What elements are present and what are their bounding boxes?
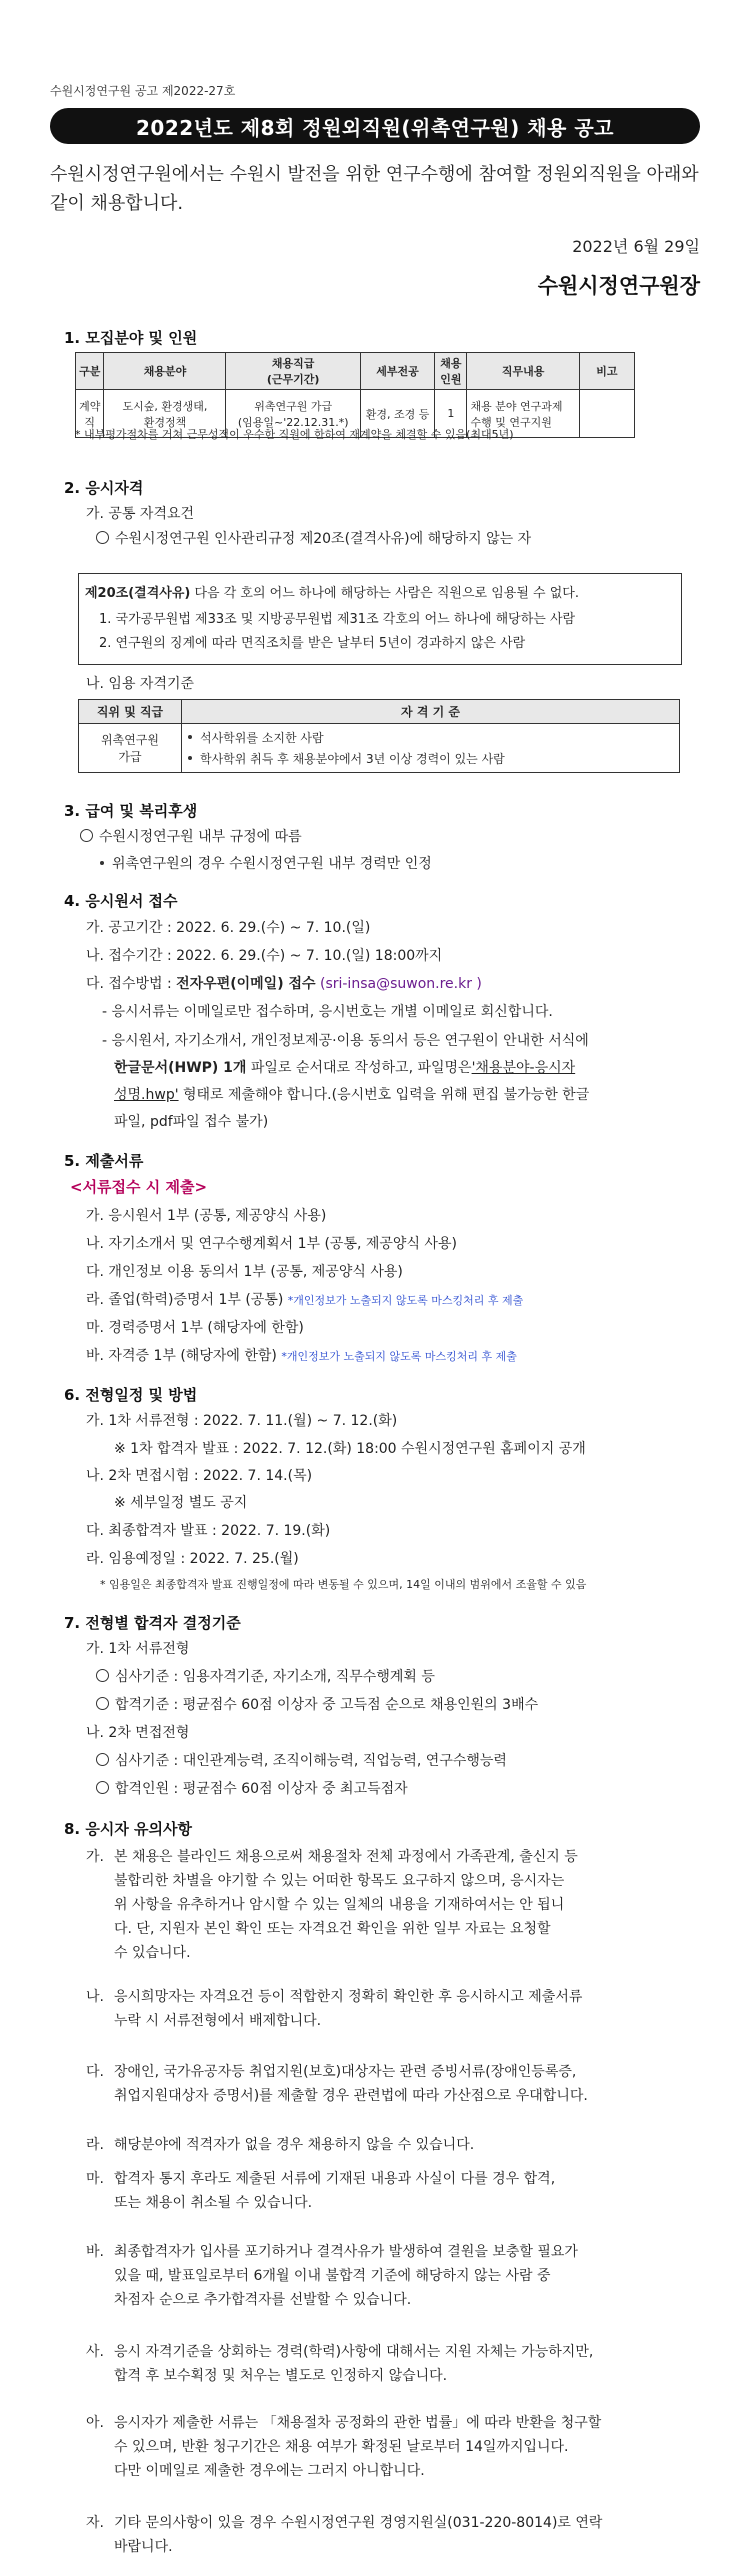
method-label: 다. 접수방법 : xyxy=(86,976,177,992)
circle-bullet-icon xyxy=(96,1669,109,1682)
document-text: 바. 자격증 1부 (해당자에 한함) xyxy=(86,1348,277,1364)
table-header-row xyxy=(79,700,680,724)
schedule-item: 나. 2차 면접시험 : 2022. 7. 14.(목) xyxy=(86,1468,313,1484)
criteria-stage: 나. 2차 면접전형 xyxy=(86,1725,190,1741)
note-line: 본 채용은 블라인드 채용으로써 채용절차 전체 과정에서 가족관계, 출신지 등 xyxy=(114,1849,578,1865)
note-line: 차점자 순으로 추가합격자를 선발할 수 있습니다. xyxy=(114,2292,412,2308)
criteria-text: 합격기준 : 평균점수 60점 이상자 중 고득점 순으로 채용인원의 3배수 xyxy=(115,1697,539,1713)
note-line: 기타 문의사항이 있을 경우 수원시정연구원 경영지원실(031-220-8014)로 연락 xyxy=(114,2515,603,2531)
disqualification-item: 1. 국가공무원법 제33조 및 지방공무원법 제31조 각호의 어느 하나에 해당하는 사람 xyxy=(99,612,576,627)
criteria-text: 합격인원 : 평균점수 60점 이상자 중 최고득점자 xyxy=(115,1781,408,1797)
table-header xyxy=(104,353,226,390)
note-label: 다. xyxy=(86,2064,104,2080)
list-item xyxy=(188,748,673,769)
table-header: 직위 및 직급 xyxy=(79,700,182,724)
note-label: 사. xyxy=(86,2344,104,2360)
table-cell: 위촉연구원 가급 xyxy=(79,724,182,773)
note-label: 나. xyxy=(86,1989,104,2005)
section-1-heading: 1. 모집분야 및 인원 xyxy=(64,329,198,347)
salary-sub-text: 위촉연구원의 경우 수원시정연구원 내부 경력만 인정 xyxy=(112,856,432,872)
circle-bullet-icon xyxy=(80,829,93,842)
notice-period: 가. 공고기간 : 2022. 6. 29.(수) ~ 7. 10.(일) xyxy=(86,920,371,936)
table-cell: 계약직 xyxy=(76,390,104,438)
note-label: 라. xyxy=(86,2137,104,2153)
common-requirement-item xyxy=(96,528,531,548)
bullet-icon xyxy=(188,756,192,760)
method-line-2: - 응시원서, 자기소개서, 개인정보제공·이용 동의서 등은 연구원이 안내한 서식에 xyxy=(102,1033,589,1049)
note-line: 있을 때, 발표일로부터 6개월 이내 불합격 기준에 해당하지 않는 사람 중 xyxy=(114,2268,551,2284)
circle-bullet-icon xyxy=(96,1697,109,1710)
note-line: 불합리한 차별을 야기할 수 있는 어떠한 항목도 요구하지 않으며, 응시자는 xyxy=(114,1873,565,1889)
disqualification-text: 다음 각 호의 어느 하나에 해당하는 사람은 직원으로 임용될 수 없다. xyxy=(190,586,579,601)
criteria-item xyxy=(96,1750,507,1770)
document-item: 마. 경력증명서 1부 (해당자에 한함) xyxy=(86,1320,304,1336)
note-line: 수 있습니다. xyxy=(114,1945,191,1961)
masking-note: *개인정보가 노출되지 않도록 마스킹처리 후 제출 xyxy=(281,1350,517,1363)
criteria-text: 석사학위를 소지한 사람 xyxy=(200,731,324,745)
circle-bullet-icon xyxy=(96,1781,109,1794)
filename-format: '채용분야-응시자 xyxy=(471,1060,576,1076)
table-header xyxy=(467,353,579,390)
document-text: 라. 졸업(학력)증명서 1부 (공통) xyxy=(86,1292,284,1308)
note-line: 합격 후 보수획정 및 처우는 별도로 인정하지 않습니다. xyxy=(114,2368,448,2384)
circle-bullet-icon xyxy=(96,531,109,544)
document-item xyxy=(86,1345,517,1365)
note-line: 바랍니다. xyxy=(114,2539,173,2555)
header-cell: 채용직급 (근무기간) xyxy=(266,357,320,386)
schedule-footnote: * 임용일은 최종합격자 발표 진행일정에 따라 변동될 수 있으며, 14일 이내의 범위에서 조율할 수 있음 xyxy=(100,1578,587,1591)
disqualification-intro xyxy=(85,582,579,601)
section-2-heading: 2. 응시자격 xyxy=(64,479,144,497)
note-line: 다만 이메일로 제출한 경우에는 그러지 아니합니다. xyxy=(114,2463,425,2479)
email-address[interactable]: (sri-insa@suwon.re.kr ) xyxy=(315,976,482,992)
table-cell xyxy=(579,390,634,438)
submit-subheading: <서류접수 시 제출> xyxy=(70,1178,208,1196)
method-line-3 xyxy=(114,1057,575,1077)
disqualification-title: 제20조(결격사유) xyxy=(85,586,191,601)
note-line: 누락 시 서류전형에서 배제합니다. xyxy=(114,2013,322,2029)
header-cell: 채용인원 xyxy=(440,357,462,386)
document-item: 다. 개인정보 이용 동의서 1부 (공통, 제공양식 사용) xyxy=(86,1264,403,1280)
criteria-text: 심사기준 : 대인관계능력, 조직이해능력, 직업능력, 연구수행능력 xyxy=(115,1753,507,1769)
circle-bullet-icon xyxy=(96,1753,109,1766)
note-line: 응시희망자는 자격요건 등이 적합한지 정확히 확인한 후 응시하시고 제출서류 xyxy=(114,1989,583,2005)
section-5-heading: 5. 제출서류 xyxy=(64,1152,144,1170)
note-line: 최종합격자가 입사를 포기하거나 결격사유가 발생하여 결원을 보충할 필요가 xyxy=(114,2244,578,2260)
criteria-text: 학사학위 취득 후 채용분야에서 3년 이상 경력이 있는 사람 xyxy=(200,752,505,766)
section-8-heading: 8. 응시자 유의사항 xyxy=(64,1820,193,1838)
page-title: 2022년도 제8회 정원외직원(위촉연구원) 채용 공고 xyxy=(50,108,700,144)
table-header xyxy=(226,353,360,390)
bullet-icon xyxy=(188,735,192,739)
salary-item xyxy=(80,826,302,846)
header-cell: 직무내용 xyxy=(501,365,545,378)
table-cell: 채용 분야 연구과제 수행 및 연구지원 xyxy=(467,390,579,438)
criteria-item xyxy=(96,1666,435,1686)
criteria-text: 심사기준 : 임용자격기준, 자기소개, 직무수행계획 등 xyxy=(115,1669,435,1685)
schedule-item: 라. 임용예정일 : 2022. 7. 25.(월) xyxy=(86,1551,299,1567)
notice-date: 2022년 6월 29일 xyxy=(572,237,700,256)
method-text: 파일로 순서대로 작성하고, 파일명은 xyxy=(246,1060,472,1076)
table-cell: 1 xyxy=(435,390,467,438)
disqualification-item: 2. 연구원의 징계에 따라 면직조치를 받은 날부터 5년이 경과하지 않은 사람 xyxy=(99,636,526,651)
method-email: 전자우편(이메일) 접수 xyxy=(176,976,316,992)
note-line: 취업지원대상자 증명서)를 제출할 경우 관련법에 따라 가산점으로 우대합니다. xyxy=(114,2088,588,2104)
note-label: 아. xyxy=(86,2415,104,2431)
note-label: 가. xyxy=(86,1849,104,1865)
note-line: 응시자가 제출한 서류는 「채용절차 공정화의 관한 법률」에 따라 반환을 청구할 xyxy=(114,2415,602,2431)
method-text: 형태로 제출해야 합니다.(응시번호 입력을 위해 편집 불가능한 한글 xyxy=(178,1087,590,1103)
criteria-stage: 가. 1차 서류전형 xyxy=(86,1641,190,1657)
section-6-heading: 6. 전형일정 및 방법 xyxy=(64,1386,198,1404)
reappointment-note: * 내부평가절차를 거쳐 근무성적이 우수한 직원에 한하여 재계약을 체결할 수 있음(최대5년) xyxy=(75,428,514,441)
table-cell: 위촉연구원 가급 (임용일~'22.12.31.*) xyxy=(226,390,360,438)
table-cell: 도시숲, 환경생태, 환경정책 xyxy=(104,390,226,438)
table-header xyxy=(76,353,104,390)
header-cell: 비고 xyxy=(596,365,618,378)
note-line: 또는 채용이 취소될 수 있습니다. xyxy=(114,2195,313,2211)
method-line-5: 파일, pdf파일 접수 불가) xyxy=(114,1114,269,1130)
salary-text: 수원시정연구원 내부 규정에 따름 xyxy=(99,829,302,845)
signer: 수원시정연구원장 xyxy=(537,274,700,298)
document-item xyxy=(86,1289,523,1309)
note-label: 바. xyxy=(86,2244,104,2260)
application-method xyxy=(86,973,482,993)
note-line: 응시 자격기준을 상회하는 경력(학력)사항에 대해서는 지원 자체는 가능하지만, xyxy=(114,2344,594,2360)
note-label: 마. xyxy=(86,2171,104,2187)
table-header xyxy=(435,353,467,390)
criteria-table xyxy=(78,699,680,773)
filename-format-end: 성명.hwp' xyxy=(114,1087,179,1103)
header-cell: 구분 xyxy=(79,365,101,378)
method-line-1: - 응시서류는 이메일로만 접수하며, 응시번호는 개별 이메일로 회신합니다. xyxy=(102,1004,553,1020)
table-header: 자 격 기 준 xyxy=(182,700,680,724)
schedule-item: 가. 1차 서류전형 : 2022. 7. 11.(월) ~ 7. 12.(화) xyxy=(86,1413,398,1429)
schedule-note: ※ 세부일정 별도 공지 xyxy=(114,1495,248,1511)
common-requirements-label: 가. 공통 자격요건 xyxy=(86,506,195,522)
header-cell: 세부전공 xyxy=(376,365,419,378)
intro-paragraph: 수원시정연구원에서는 수원시 발전을 위한 연구수행에 참여할 정원외직원을 아래와 같이 채용합니다. xyxy=(50,164,699,214)
appointment-criteria-label: 나. 임용 자격기준 xyxy=(86,676,195,692)
bullet-icon xyxy=(100,861,104,865)
document-item: 가. 응시원서 1부 (공통, 제공양식 사용) xyxy=(86,1208,327,1224)
list-item xyxy=(188,727,673,748)
table-header xyxy=(360,353,434,390)
application-period: 나. 접수기간 : 2022. 6. 29.(수) ~ 7. 10.(일) 18:00까지 xyxy=(86,948,443,964)
criteria-item xyxy=(96,1778,408,1798)
note-label: 자. xyxy=(86,2515,104,2531)
note-line: 수 있으며, 반환 청구기간은 채용 여부가 확정된 날로부터 14일까지입니다. xyxy=(114,2439,569,2455)
table-header-row xyxy=(76,353,635,390)
note-line: 합격자 통지 후라도 제출된 서류에 기재된 내용과 사실이 다를 경우 합격, xyxy=(114,2171,556,2187)
note-line: 다. 단, 지원자 본인 확인 또는 자격요건 확인을 위한 일부 자료는 요청할 xyxy=(114,1921,551,1937)
note-line: 위 사항을 유추하거나 암시할 수 있는 일체의 내용을 기재하여서는 안 됩니 xyxy=(114,1897,565,1913)
salary-sub-item xyxy=(100,853,432,873)
masking-note: *개인정보가 노출되지 않도록 마스킹처리 후 제출 xyxy=(287,1294,524,1307)
note-line: 해당분야에 적격자가 없을 경우 채용하지 않을 수 있습니다. xyxy=(114,2137,475,2153)
table-cell xyxy=(182,724,680,773)
hwp-format: 한글문서(HWP) 1개 xyxy=(114,1060,247,1076)
criteria-item xyxy=(96,1694,538,1714)
section-3-heading: 3. 급여 및 복리후생 xyxy=(64,802,198,820)
announcement-number: 수원시정연구원 공고 제2022-27호 xyxy=(50,84,236,98)
header-cell: 채용분야 xyxy=(143,365,187,378)
note-line: 장애인, 국가유공자등 취업지원(보호)대상자는 관련 증빙서류(장애인등록증, xyxy=(114,2064,577,2080)
method-line-4 xyxy=(114,1084,589,1104)
table-header xyxy=(579,353,634,390)
schedule-note: ※ 1차 합격자 발표 : 2022. 7. 12.(화) 18:00 수원시정연구원 홈페이지 공개 xyxy=(114,1441,586,1457)
disqualification-box xyxy=(78,573,682,665)
document-item: 나. 자기소개서 및 연구수행계획서 1부 (공통, 제공양식 사용) xyxy=(86,1236,457,1252)
table-row xyxy=(79,724,680,773)
section-7-heading: 7. 전형별 합격자 결정기준 xyxy=(64,1614,241,1632)
schedule-item: 다. 최종합격자 발표 : 2022. 7. 19.(화) xyxy=(86,1523,331,1539)
requirement-text: 수원시정연구원 인사관리규정 제20조(결격사유)에 해당하지 않는 자 xyxy=(115,531,532,547)
section-4-heading: 4. 응시원서 접수 xyxy=(64,892,178,910)
table-cell: 환경, 조경 등 xyxy=(360,390,434,438)
